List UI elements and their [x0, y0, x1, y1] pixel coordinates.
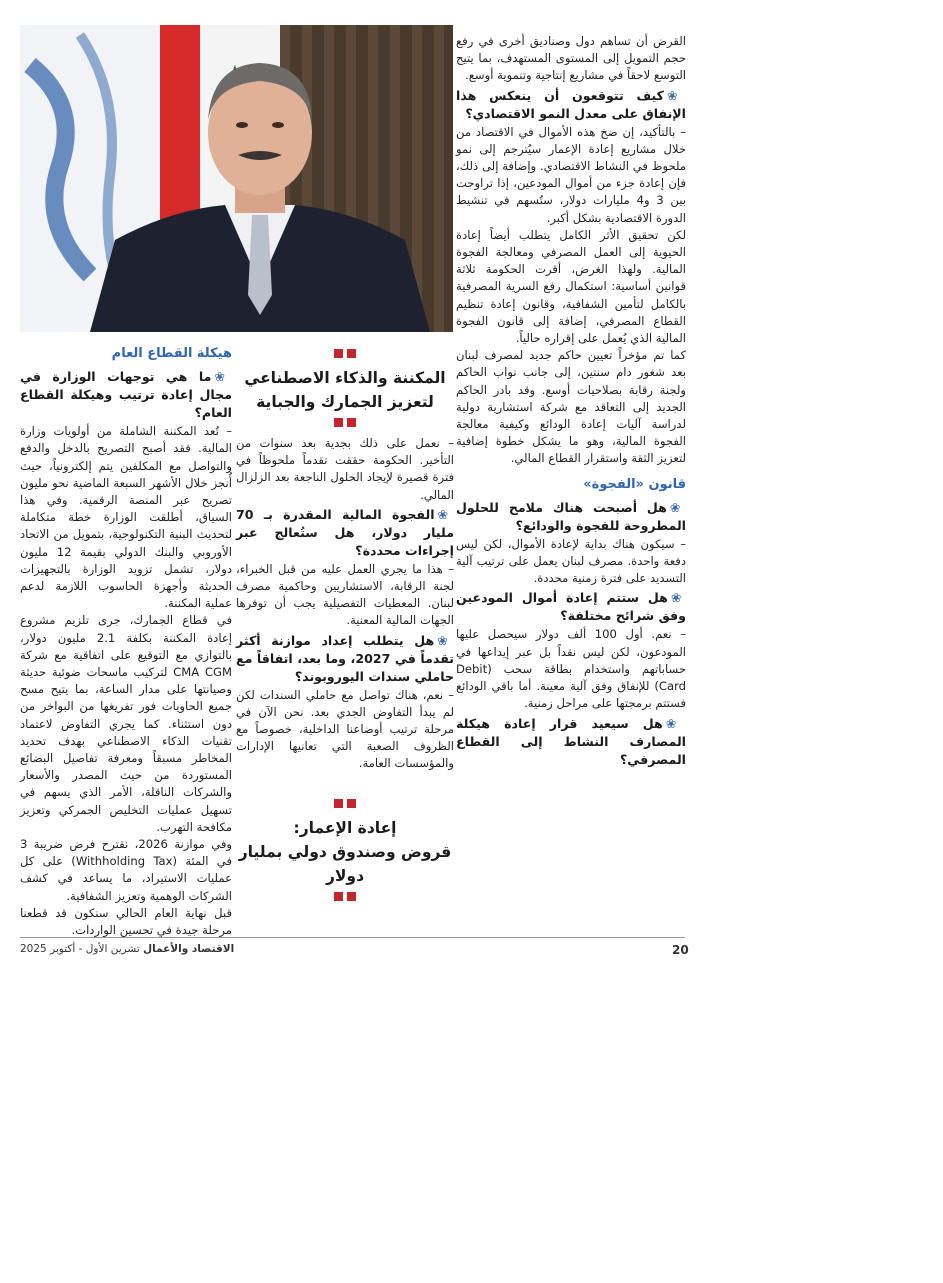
- question-text: هل يتطلب إعداد موازنة أكثر تقدماً في 2027، وما بعد، اتفاقاً مع حاملي سندات اليوروبوند؟: [236, 632, 454, 684]
- leaf-icon: ❀: [669, 499, 686, 515]
- section-subhead: قانون «الفجوة»: [583, 476, 686, 492]
- interview-question: [456, 87, 686, 123]
- leaf-icon: ❀: [670, 590, 686, 606]
- leaf-icon: ❀: [667, 87, 686, 103]
- paragraph: لكن تحقيق الأثر الكامل يتطلب أيضاً إعادة الحيوية إلى العمل المصرفي ومعالجة الفجوة المالية. ولهذا الغرض، أقرت الحكومة ثلاثة قوانين أساسية: استكمال رفع السرية المصرفية بالكامل لتأمين الشفافية، وقانون إعادة تنظيم القطاع المصرفي، إضافة إلى قانون الفجوة المالية الذي يُعمل على إقراره حالياً.: [456, 227, 686, 346]
- pull-quote-line: إعادة الإعمار:: [293, 818, 397, 837]
- interview-question: [236, 506, 454, 560]
- paragraph: في قطاع الجمارك، جرى تلزيم مشروع إعادة المكننة بكلفة 2.1 مليون دولار، بالتوازي مع التوقيع على اتفاقية مع شركة CMA CGM لتركيب ماسحات ضوئية حديثة وصيانتها على مدار الساعة، بما يتيح مسح جميع الحاويات فور تفريغها من البواخر من دون استثناء. كما يجري التفاوض لاعتماد تقنيات الذكاء الاصطناعي بهدف تحديد المخاطر مسبقاً ومعرفة تفاصيل البضائع المستوردة من حيث المصدر والأسعار والشركات الناقلة، الأمر الذي يسهم في تسهيل عمليات التخليص الجمركي وتعزيز مكافحة التهرب.: [20, 613, 232, 834]
- paragraph: قبل نهاية العام الحالي سنكون قد قطعنا مرحلة جيدة في تحسين الواردات.: [20, 905, 232, 938]
- article-column-right: [456, 33, 686, 770]
- magazine-name: الاقتصاد والأعمال: [143, 943, 235, 955]
- red-squares-icon: [236, 349, 454, 358]
- answer-paragraph: – سيكون هناك بداية لإعادة الأموال، لكن ليس دفعة واحدة. مصرف لبنان يعمل على ترتيب آلية التسديد على فترة زمنية محددة.: [456, 536, 686, 586]
- red-squares-icon: [236, 892, 454, 901]
- question-text: هل ستتم إعادة أموال المودعين وفق شرائح مختلفة؟: [456, 590, 686, 624]
- interview-question: [20, 368, 232, 422]
- portrait-illustration: [20, 25, 453, 332]
- article-column-left: [20, 345, 232, 939]
- paragraph: القرض أن تساهم دول وصناديق أخرى في رفع حجم التمويل إلى المستوى المستهدف، بما يتيح التوسع لاحقاً في مشاريع إنتاجية وتنموية أوسع.: [456, 34, 686, 83]
- interview-question: [236, 632, 454, 686]
- answer-paragraph: – نعم، هناك تواصل مع حاملي السندات لكن لم يبدأ التفاوض الجدي بعد. نحن الآن في مرحلة ترتيب أوضاعنا الداخلية، خصوصاً مع الظروف الصعبة التي تعانيها الإدارات والمؤسسات العامة.: [236, 687, 454, 771]
- leaf-icon: ❀: [437, 506, 454, 522]
- leaf-icon: ❀: [437, 632, 454, 648]
- question-text: الفجوة المالية المقدرة بـ 70 مليار دولار، هل ستُعالج عبر إجراءات محددة؟: [236, 506, 454, 558]
- paragraph: كما تم مؤخراً تعيين حاكم جديد لمصرف لبنان بعد شغور دام سنتين، إلى جانب نواب الحاكم ولجنة رقابة بصلاحيات أوسع. وقد بادر الحاكم الجديد إلى التعاقد مع شركة استشارية دولية لدراسة آليات إعادة الودائع وكيفية معالجة الفجوة المالية، وهو ما يشكل خطوة إضافية لتعزيز الثقة واستقرار القطاع المالي.: [456, 348, 686, 466]
- page-number: 20: [672, 943, 689, 957]
- footer-divider: [20, 937, 685, 938]
- pull-quote-text: المكننة والذكاء الاصطناعي لتعزيز الجمارك والجباية: [244, 369, 446, 411]
- pull-quote-top: [236, 349, 454, 427]
- question-text: هل سيعيد قرار إعادة هيكلة المصارف النشاط إلى القطاع المصرفي؟: [456, 715, 686, 767]
- question-text: هل أصبحت هناك ملامح للحلول المطروحة للفجوة والودائع؟: [456, 499, 686, 533]
- answer-paragraph: – بالتأكيد، إن ضخ هذه الأموال في الاقتصاد من خلال مشاريع إعادة الإعمار سيُترجم إلى نمو ملحوظ في النشاط الاقتصادي. وإضافة إلى ذلك، فإن إعادة جزء من أموال المودعين، إذا تراوحت بين 3 و4 مليارات دولار، ستُسهم في تنشيط الدورة الاقتصادية بشكل أكبر.: [456, 124, 686, 225]
- minister-photo: [20, 25, 453, 332]
- article-column-middle: [236, 345, 454, 909]
- answer-paragraph: – نعمل على ذلك بجدية بعد سنوات من التأخير. الحكومة حققت تقدماً ملحوظاً في فترة قصيرة لإيجاد الحلول الناجعة بعد الزلزال المالي.: [236, 436, 454, 502]
- pull-quote-line: قروض وصندوق دولي بمليار دولار: [238, 842, 452, 885]
- pull-quote-bottom: [236, 799, 454, 901]
- paragraph: وفي موازنة 2026، نقترح فرض ضريبة 3 في المئة (Withholding Tax) على كل عمليات الاستيراد، ما يساعد في كشف الشركات الوهمية وتعزيز الشفافية.: [20, 837, 232, 903]
- footer-masthead: [20, 943, 234, 955]
- question-text: كيف تتوقعون أن ينعكس هذا الإنفاق على معدل النمو الاقتصادي؟: [456, 87, 686, 121]
- section-subhead: هيكلة القطاع العام: [111, 346, 232, 361]
- answer-paragraph: – تُعد المكننة الشاملة من أولويات وزارة المالية. فقد أصبح التصريح بالدخل والدفع والتواصل مع المكلفين يتم إلكترونياً، حيث أُنجز خلال الأشهر السبعة الماضية نحو مليون تصريح عبر المنصة الرقمية. وفي هذا السياق، أطلقت الوزارة خطة متكاملة لتحديث البنية التكنولوجية، بتمويل من الاتحاد الأوروبي والبنك الدولي بقيمة 12 مليون دولار، تشمل تزويد الوزارة بالتجهيزات الحديثة وأجهزة الحاسوب اللازمة لدعم عملية المكننة.: [20, 424, 232, 611]
- answer-paragraph: – هذا ما يجري العمل عليه من قبل الخبراء، لجنة الرقابة، الاستشاريين وحاكمية مصرف لبنان. المعطيات التفصيلية يجب أن توفرها الجهات المالية المعنية.: [236, 561, 454, 628]
- interview-question: [456, 589, 686, 625]
- red-squares-icon: [236, 799, 454, 808]
- leaf-icon: ❀: [665, 715, 686, 731]
- issue-date: تشرين الأول - أكتوبر 2025: [20, 943, 140, 955]
- answer-paragraph: – نعم. أول 100 ألف دولار سيحصل عليها المودعون، لكن ليس نقداً بل عبر إيداعها في حساباتهم واستخدام بطاقة سحب (Debit Card) للإنفاق وفق آلية معينة. أما باقي الودائع فستتم برمجتها على مراحل زمنية.: [456, 627, 686, 711]
- interview-question: [456, 715, 686, 769]
- interview-question: [456, 499, 686, 535]
- question-text: ما هي توجهات الوزارة في مجال إعادة ترتيب وهيكلة القطاع العام؟: [20, 369, 232, 421]
- leaf-icon: ❀: [214, 369, 232, 385]
- red-squares-icon: [236, 418, 454, 427]
